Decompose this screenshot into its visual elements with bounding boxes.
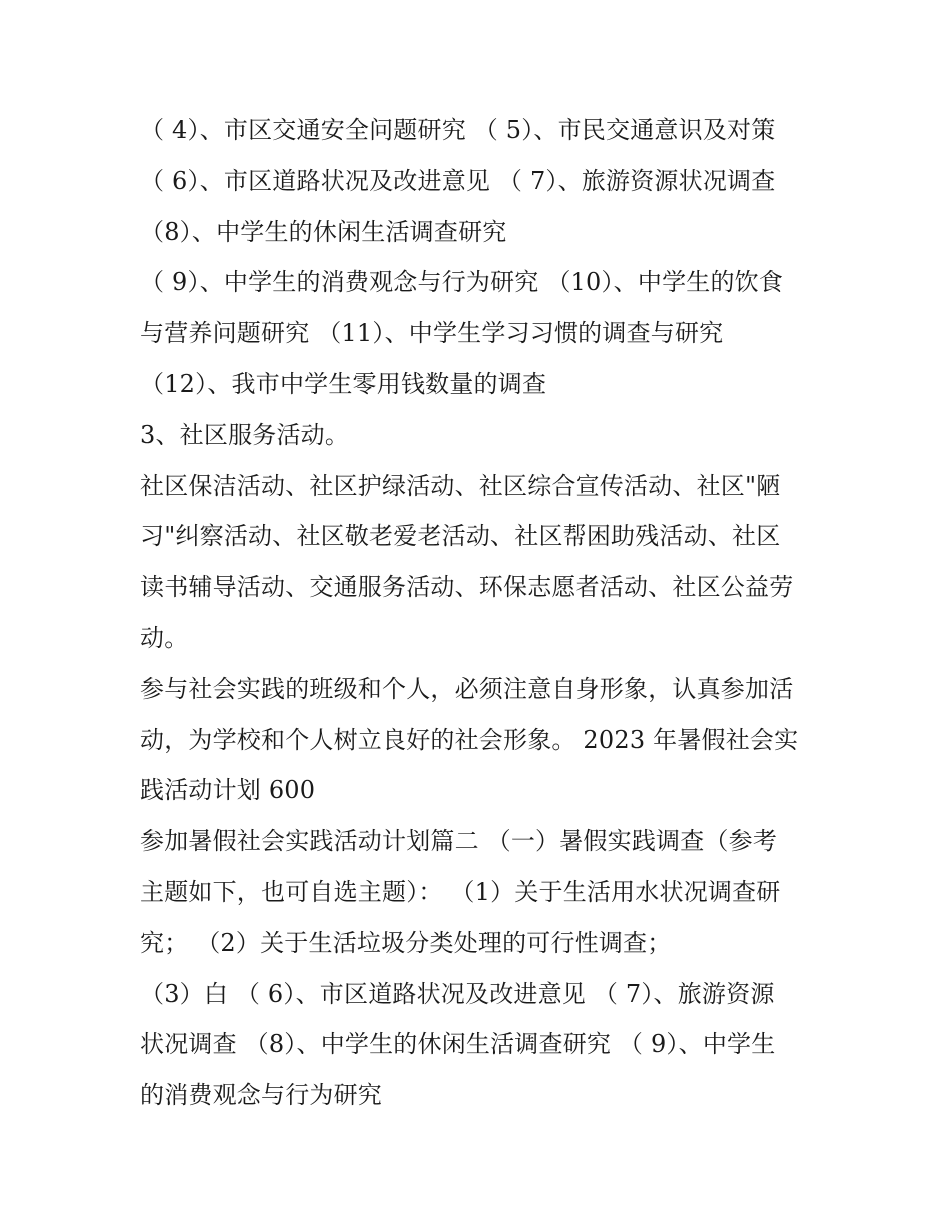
section-heading: 3、社区服务活动。 <box>140 420 350 449</box>
text-line: 状况调查 （8）、中学生的休闲生活调查研究 （ 9）、中学生 <box>140 1030 776 1059</box>
text-line: 习"纠察活动、社区敬老爱老活动、社区帮困助残活动、社区 <box>140 522 781 551</box>
text-line: 践活动计划 600 <box>140 776 316 805</box>
text-line: 主题如下，也可自选主题）： （1）关于生活用水状况调查研 <box>140 877 781 906</box>
text-line: （ 4）、市区交通安全问题研究 （ 5）、市民交通意识及对策 <box>140 116 776 144</box>
text-line: 社区保洁活动、社区护绿活动、社区综合宣传活动、社区"陋 <box>140 471 781 500</box>
text-line: （8）、中学生的休闲生活调查研究 <box>140 217 507 246</box>
text-line: 的消费观念与行为研究 <box>140 1081 382 1110</box>
text-line: （ 6）、市区道路状况及改进意见 （ 7）、旅游资源状况调查 <box>140 166 776 195</box>
text-line: （3）白 （ 6）、市区道路状况及改进意见 （ 7）、旅游资源 <box>140 979 775 1008</box>
text-line: 动，为学校和个人树立良好的社会形象。 2023 年暑假社会实 <box>140 725 799 754</box>
text-line: 读书辅导活动、交通服务活动、环保志愿者活动、社区公益劳 <box>140 573 794 602</box>
text-line: 动。 <box>140 623 189 652</box>
document-body <box>140 105 820 1121</box>
text-line: 参与社会实践的班级和个人，必须注意自身形象，认真参加活 <box>140 674 794 703</box>
text-line: 与营养问题研究 （11）、中学生学习习惯的调查与研究 <box>140 319 724 348</box>
text-line: 究； （2）关于生活垃圾分类处理的可行性调查； <box>140 928 672 957</box>
text-line: （12）、我市中学生零用钱数量的调查 <box>140 369 547 398</box>
text-line: 参加暑假社会实践活动计划篇二 （一）暑假实践调查（参考 <box>140 827 778 856</box>
text-line: （ 9）、中学生的消费观念与行为研究 （10）、中学生的饮食 <box>140 268 784 297</box>
